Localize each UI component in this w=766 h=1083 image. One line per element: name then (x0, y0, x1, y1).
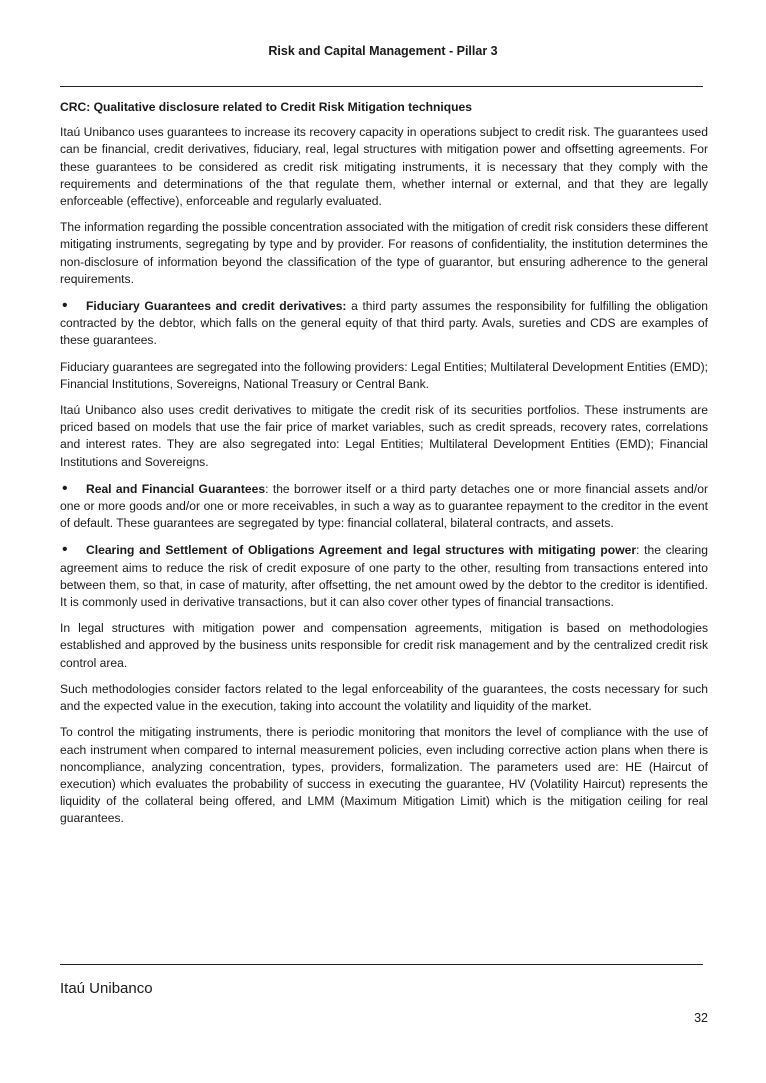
footer-divider (60, 964, 703, 965)
footer-company-name: Itaú Unibanco (60, 980, 153, 997)
header-divider (60, 86, 703, 87)
page-number: 32 (694, 1011, 708, 1025)
bullet-text: : the borrower itself or a third party detaches one or more financial assets and/or one or more goods and/or one or more receivables, in such a way as to guarantee repayment to the creditor in the event of default. These guarantees are segregated by type: financial collateral, bilateral contracts, and assets. (60, 481, 709, 531)
paragraph-concentration: The information regarding the possible concentration associated with the mitigation of credit risk considers these different mitigating instruments, segregating by type and by provider. For reasons of confidentiality, the institution determines the non-disclosure of information beyond the classification of the type of guarantor, but ensuring adherence to the general requirements. (60, 220, 708, 286)
bullet-title: Clearing and Settlement of Obligations Agreement and legal structures with mitigating power (86, 543, 637, 558)
bullet-text: a third party assumes the responsibility for fulfilling the obligation contracted by the debtor, which falls on the general equity of that third party. Avals, sureties and CDS are examples of these guarantees. (60, 299, 708, 348)
paragraph-credit-derivatives: Itaú Unibanco also uses credit derivatives to mitigate the credit risk of its securities portfolios. These instruments are priced based on models that use the fair price of market variables, such as credit spreads, recovery rates, correlations and interest rates. They are also segregated into: Legal Entities; Multilateral Development Entities (EMD); Financial Institutions and Sovereigns. (60, 403, 708, 469)
bullet-marker: • (62, 541, 68, 559)
bullet-item-fiduciary (60, 297, 708, 350)
paragraph-legal-structures: In legal structures with mitigation power and compensation agreements, mitigation is based on methodologies established and approved by the business units responsible for credit risk management and by the centralized credit risk control area. (60, 621, 708, 670)
paragraph-intro: Itaú Unibanco uses guarantees to increase its recovery capacity in operations subject to credit risk. The guarantees used can be financial, credit derivatives, fiduciary, real, legal structures with mitigation power and offsetting agreements. For these guarantees to be considered as credit risk mitigating instruments, it is necessary that they comply with the requirements and determinations of the that regulate them, whether internal or external, and that they are legally enforceable (effective), enforceable and regularly evaluated. (60, 125, 708, 209)
bullet-marker: • (62, 479, 68, 497)
paragraph-fiduciary-providers: Fiduciary guarantees are segregated into the following providers: Legal Entities; Multilateral Development Entities (EMD); Financial Institutions, Sovereigns, National Treasury or Central Bank. (60, 359, 709, 391)
document-body (60, 99, 708, 837)
paragraph-monitoring: To control the mitigating instruments, there is periodic monitoring that monitors the level of compliance with the use of each instrument when compared to internal measurement policies, even including corrective action plans when there is noncompliance, analyzing concentration, types, providers, formalization. The parameters used are: HE (Haircut of execution) which evaluates the probability of success in executing the guarantee, HV (Volatility Haircut) represents the liquidity of the collateral being offered, and LMM (Maximum Mitigation Limit) which is the mitigation ceiling for real guarantees. (60, 725, 708, 826)
page-header-title: Risk and Capital Management - Pillar 3 (268, 44, 498, 58)
bullet-title: Fiduciary Guarantees and credit derivatives: (86, 299, 347, 314)
bullet-title: Real and Financial Guarantees (86, 481, 266, 496)
bullet-item-real-financial (60, 480, 708, 533)
paragraph-methodologies: Such methodologies consider factors related to the legal enforceability of the guarantees, the costs necessary for such and the expected value in the execution, taking into account the volatility and liquidity of the market. (60, 681, 708, 714)
bullet-item-clearing-settlement (60, 541, 708, 611)
bullet-marker: • (62, 297, 68, 315)
section-title: CRC: Qualitative disclosure related to Credit Risk Mitigation techniques (60, 100, 472, 114)
bullet-text: : the clearing agreement aims to reduce the risk of credit exposure of one party to the other, resulting from transactions entered into between them, so that, in case of maturity, after offsetting, the net amount owed by the debtor to the creditor is identified. It is commonly used in derivative transactions, but it can also cover other types of financial transactions. (60, 543, 709, 610)
